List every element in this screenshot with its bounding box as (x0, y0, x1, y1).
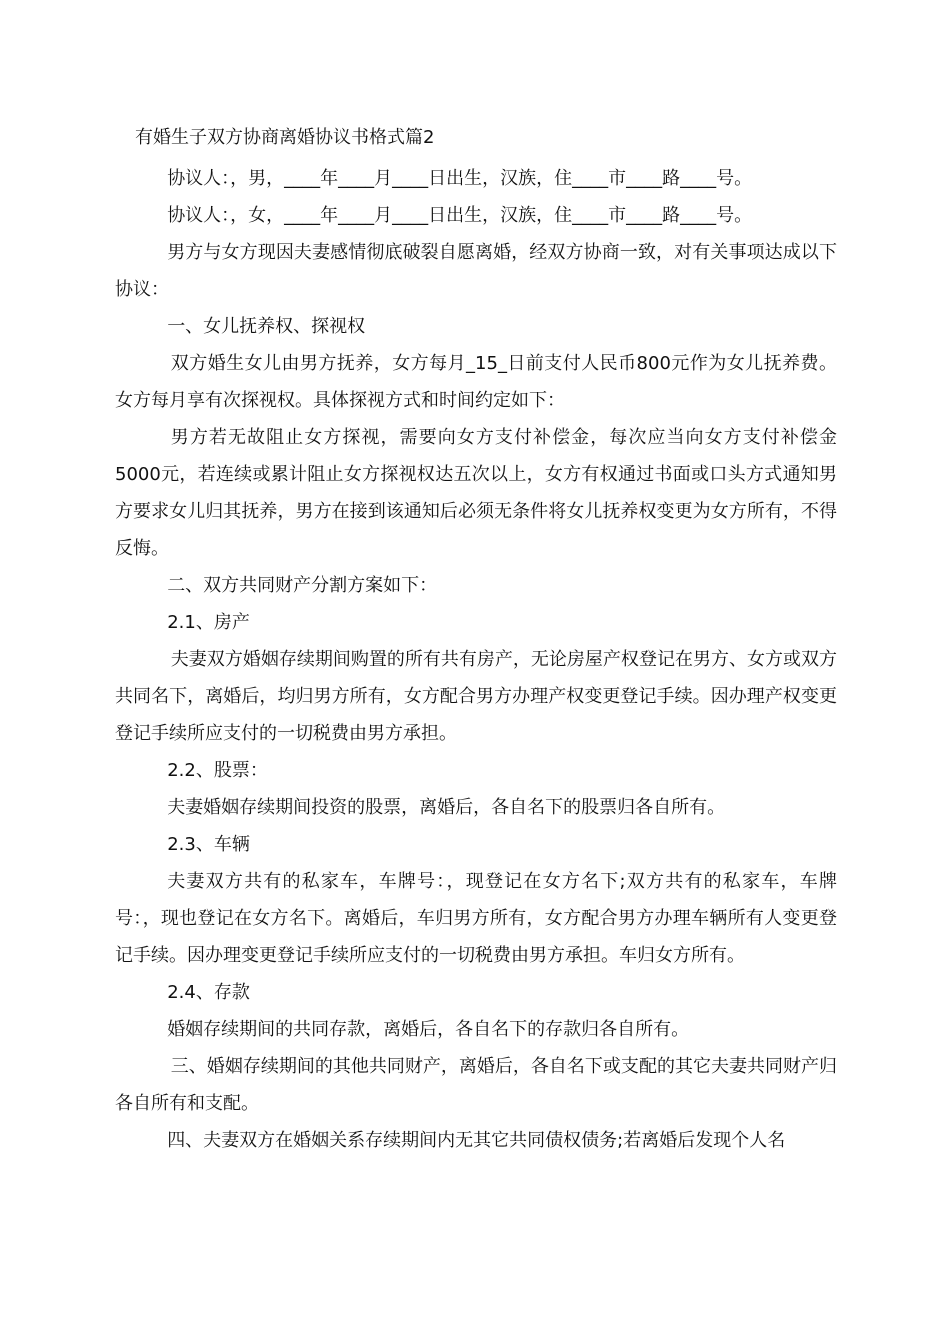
section-heading-custody: 一、女儿抚养权、探视权 (167, 316, 366, 337)
document-title: 有婚生子双方协商离婚协议书格式篇2 (135, 127, 435, 148)
stocks-paragraph: 夫妻婚姻存续期间投资的股票，离婚后，各自名下的股票归各自所有。 (167, 797, 726, 818)
subheading-deposits: 2.4、存款 (167, 982, 250, 1003)
visitation-compensation-paragraph: 男方若无故阻止女方探视，需要向女方支付补偿金，每次应当向女方支付补偿金5000元，若连续或累计阻止女方探视权达五次以上，女方有权通过书面或口头方式通知男方要求女儿归其抚养，男方在接到该通知后必须无条件将女儿抚养权变更为女方所有，不得反悔。 (115, 427, 837, 559)
party-female-line: 协议人：，女，____年____月____日出生，汉族，住____市____路____号。 (167, 205, 753, 226)
preamble-paragraph: 男方与女方现因夫妻感情彻底破裂自愿离婚，经双方协商一致，对有关事项达成以下协议： (115, 242, 837, 300)
custody-paragraph: 双方婚生女儿由男方抚养，女方每月_15_日前支付人民币800元作为女儿抚养费。女方每月享有次探视权。具体探视方式和时间约定如下： (115, 353, 837, 411)
section-heading-property: 二、双方共同财产分割方案如下： (167, 575, 438, 596)
real-estate-paragraph: 夫妻双方婚姻存续期间购置的所有共有房产，无论房屋产权登记在男方、女方或双方共同名下，离婚后，均归男方所有，女方配合男方办理产权变更登记手续。因办理产权变更登记手续所应支付的一切税费由男方承担。 (115, 649, 837, 744)
other-property-paragraph: 三、婚姻存续期间的其他共同财产，离婚后，各自名下或支配的其它夫妻共同财产归各自所有和支配。 (115, 1056, 837, 1114)
debts-paragraph: 四、夫妻双方在婚姻关系存续期间内无其它共同债权债务;若离婚后发现个人名 (167, 1130, 786, 1151)
subheading-real-estate: 2.1、房产 (167, 612, 250, 633)
deposits-paragraph: 婚姻存续期间的共同存款，离婚后，各自名下的存款归各自所有。 (167, 1019, 690, 1040)
vehicles-paragraph: 夫妻双方共有的私家车，车牌号：，现登记在女方名下;双方共有的私家车，车牌号：，现也登记在女方名下。离婚后，车归男方所有，女方配合男方办理车辆所有人变更登记手续。因办理变更登记手续所应支付的一切税费由男方承担。车归女方所有。 (115, 871, 837, 966)
document-body (115, 124, 837, 1159)
subheading-stocks: 2.2、股票： (167, 760, 268, 781)
party-male-line: 协议人：，男，____年____月____日出生，汉族，住____市____路____号。 (167, 168, 753, 189)
subheading-vehicles: 2.3、车辆 (167, 834, 250, 855)
